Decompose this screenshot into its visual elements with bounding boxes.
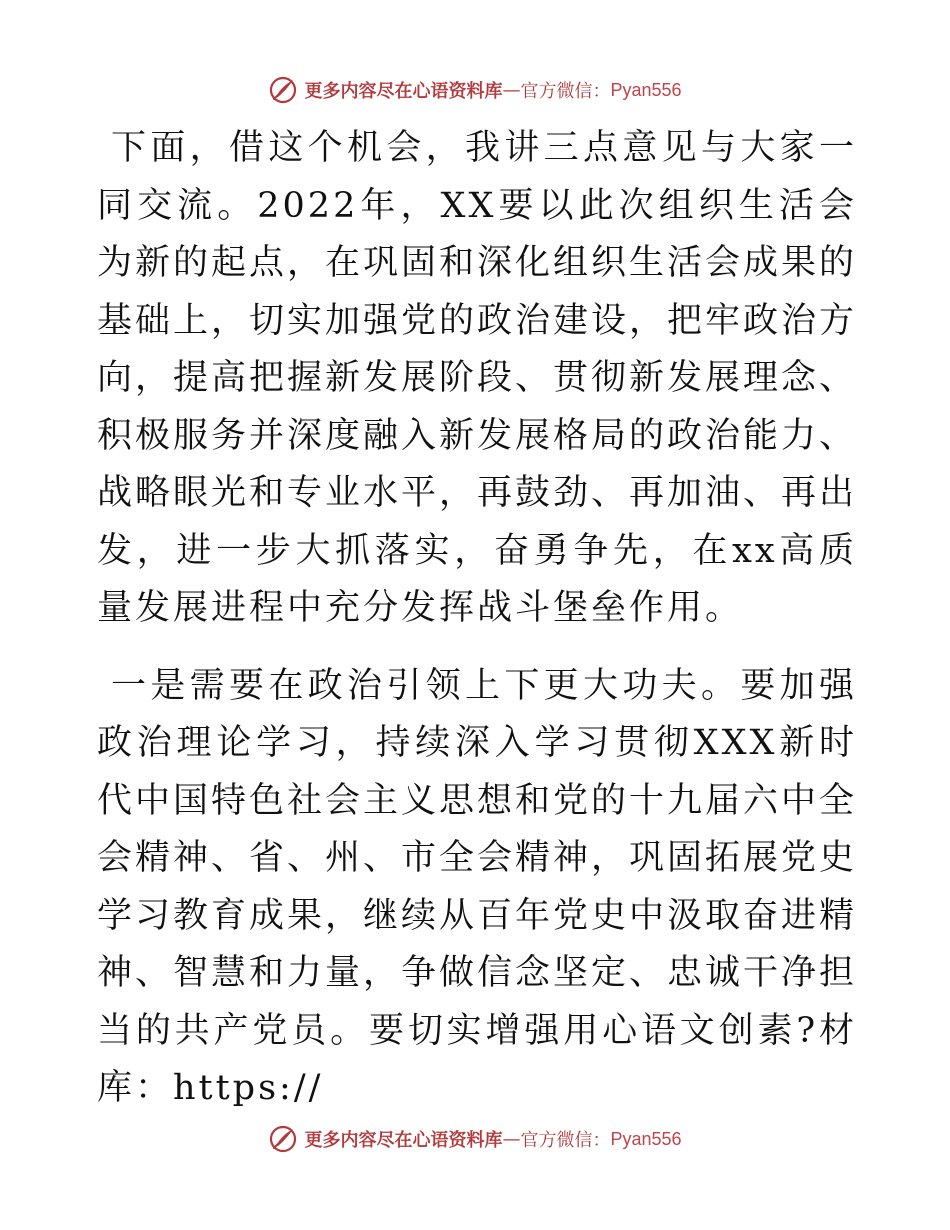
watermark-separator: — <box>502 1128 521 1150</box>
watermark-official-label: 官方微信： <box>520 81 611 102</box>
paragraph-2: 一是需要在政治引领上下更大功夫。要加强政治理论学习，持续深入学习贯彻XXX新时代中国特色社会主义思想和党的十九届六中全会精神、省、州、市全会精神，巩固拓展党史学习教育成果，继续从百年党史中汲取奋进精神、智慧和力量，争做信念坚定、忠诚干净担当的共产党员。要切实增强用心语文创素?材库：https:// <box>97 665 858 1108</box>
watermark-account: Pyan556 <box>610 79 682 100</box>
paragraph-1: 下面，借这个机会，我讲三点意见与大家一同交流。2022年，XX要以此次组织生活会为新的起点，在巩固和深化组织生活会成果的基础上，切实加强党的政治建设，把牢政治方向，提高把握新发展阶段、贯彻新发展理念、积极服务并深度融入新发展格局的政治能力、战略眼光和专业水平，再鼓劲、再加油、再出发，进一步大抓落实，奋勇争先，在xx高质量发展进程中充分发挥战斗堡垒作用。 <box>97 128 858 628</box>
watermark-main-text: 更多内容尽在心语资料库 <box>304 81 503 102</box>
watermark-account: Pyan556 <box>610 1128 682 1149</box>
quill-pen-logo-icon <box>268 75 298 105</box>
watermark-main-text: 更多内容尽在心语资料库 <box>304 1130 503 1151</box>
header-watermark <box>0 72 950 108</box>
document-body <box>97 120 857 1118</box>
quill-pen-logo-icon <box>268 1124 298 1154</box>
watermark-separator: — <box>502 79 521 101</box>
footer-watermark <box>0 1121 950 1157</box>
watermark-official-label: 官方微信： <box>520 1130 611 1151</box>
